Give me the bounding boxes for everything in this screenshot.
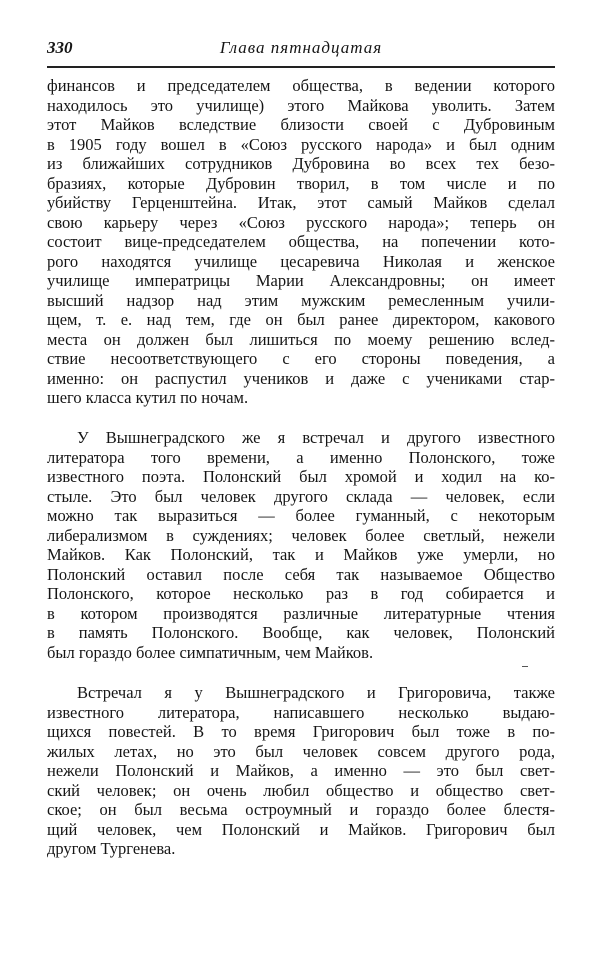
paragraph-3 <box>47 683 555 859</box>
text-line: рого находятся училище цесаревича Николая и женское <box>47 251 555 271</box>
text-line: можно так выразиться — более гуманный, с некоторым <box>47 506 555 525</box>
text-line: нежели Полонский и Майков, а именно — это был свет- <box>47 761 555 780</box>
text-line: в 1905 году вошел в «Союз русского народа» и был одним <box>47 134 555 154</box>
text-line: стыле. Это был человек другого склада — человек, если <box>47 486 555 506</box>
text-line: училище императрицы Марии Александровны; он имеет <box>47 271 555 290</box>
text-line: ский человек; он очень любил общество и общество свет- <box>47 780 555 800</box>
text-line: жилых летах, но это был человек совсем другого рода, <box>47 741 555 761</box>
text-line: известного литератора, написавшего несколько выдаю- <box>47 702 555 722</box>
text-line: Встречал я у Вышнеградского и Григоровича, также <box>77 683 555 702</box>
text-line: именно: он распустил учеников и даже с учениками стар- <box>47 368 555 388</box>
page-header <box>47 38 555 62</box>
text-line: свою карьеру через «Союз русского народа»; теперь он <box>47 212 555 232</box>
text-line: Полонский оставил после себя так называемое Общество <box>47 564 555 584</box>
running-title: Глава пятнадцатая <box>219 38 383 57</box>
text-line: в память Полонского. Вообще, как человек, Полонский <box>47 623 555 642</box>
text-line: известного поэта. Полонский был хромой и ходил на ко- <box>47 467 555 486</box>
text-line: состоит вице-председателем общества, на попечении кото- <box>47 232 555 251</box>
paragraph-2 <box>47 428 555 662</box>
stray-mark <box>522 666 528 667</box>
text-line: убийству Герценштейна. Итак, этот самый Майков сделал <box>47 193 555 212</box>
text-line: бразиях, которые Дубровин творил, в том числе и по <box>47 173 555 193</box>
text-line: Майков. Как Полонский, так и Майков уже умерли, но <box>47 545 555 564</box>
text-line: другом Тургенева. <box>47 839 176 858</box>
text-line: У Вышнеградского же я встречал и другого известного <box>77 428 555 447</box>
text-line: финансов и председателем общества, в ведении которого <box>47 76 555 95</box>
text-line: Полонского, которое несколько раз в год собирается и <box>47 584 555 603</box>
text-line: либерализмом в суждениях; человек более светлый, нежели <box>47 525 555 545</box>
text-line: литератора того времени, а именно Полонского, тоже <box>47 447 555 467</box>
text-line: этот Майков вследствие близости своей с Дубровиным <box>47 115 555 134</box>
text-line: был гораздо более симпатичным, чем Майков. <box>47 642 374 662</box>
text-line: в котором производятся различные литературные чтения <box>47 603 555 623</box>
text-line: щихся повестей. В то время Григорович был тоже в по- <box>47 722 555 741</box>
paragraph-1 <box>47 76 555 408</box>
text-line: находилось это училище) этого Майкова уволить. Затем <box>47 95 555 115</box>
text-line: щем, т. е. над тем, где он был ранее директором, какового <box>47 310 555 329</box>
page-number: 330 <box>47 38 73 57</box>
text-line: из ближайших сотрудников Дубровина во всех тех безо- <box>47 154 555 173</box>
text-line: шего класса кутил по ночам. <box>47 388 249 407</box>
text-line: высший надзор над этим мужским ремесленным учили- <box>47 290 555 310</box>
text-line: места он должен был лишиться по моему решению вслед- <box>47 329 555 349</box>
text-line: щий человек, чем Полонский и Майков. Григорович был <box>47 819 555 839</box>
header-rule <box>47 66 555 68</box>
text-line: ствие несоответствующего с его стороны поведения, а <box>47 349 555 368</box>
text-line: ское; он был весьма остроумный и гораздо более блестя- <box>47 800 555 819</box>
